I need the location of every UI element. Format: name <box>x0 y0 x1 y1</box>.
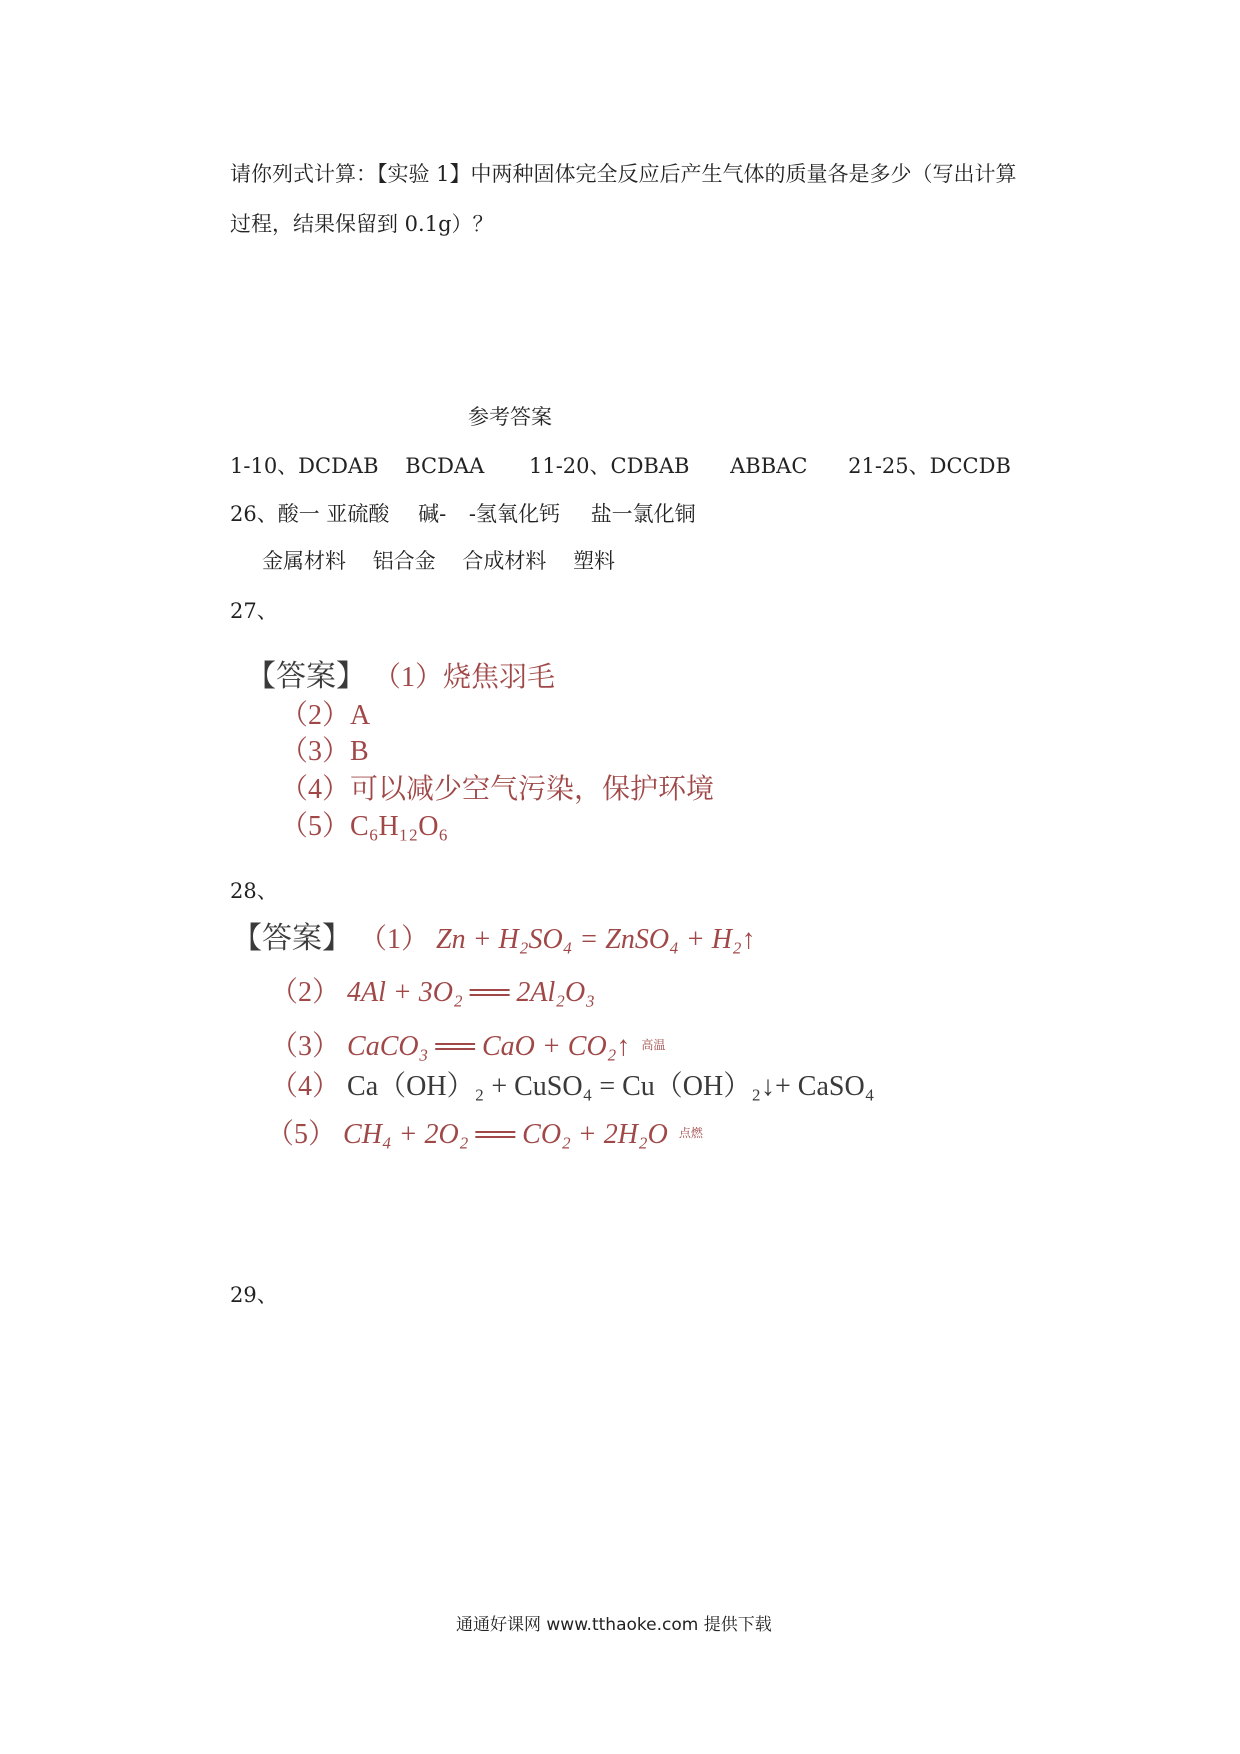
q26-base: -氢氧化钙 <box>468 502 560 526</box>
q28-item-2: 4Al + 3O₂ ══ 2Al₂O₃ <box>347 977 595 1008</box>
mc-part1: 1-10、DCDAB <box>230 454 379 478</box>
q27-item-2-num: （2） <box>280 700 351 731</box>
q28-item-5-condition-label: 点燃 <box>678 1126 703 1140</box>
q27-item-5-row <box>280 810 448 844</box>
answers-title: 参考答案 <box>468 405 552 429</box>
q26-line-1 <box>230 500 696 528</box>
q27-item-2: A <box>350 700 371 731</box>
q28-item-5: CH₄ + 2O₂ ══ CO₂ + 2H₂O <box>343 1119 668 1150</box>
mc-answers <box>230 452 1011 480</box>
q26-acid: 26、酸一 亚硫酸 <box>230 502 390 526</box>
q28-item-2-row <box>270 976 595 1010</box>
q27-item-5-num: （5） <box>280 811 351 842</box>
q28-answer-tag: 【答案】 <box>232 922 352 955</box>
q27-item-5: C₆H₁₂O₆ <box>350 811 449 842</box>
q28-item-1: Zn + H₂SO₄ = ZnSO₄ + H₂↑ <box>436 924 756 955</box>
q27-item-4-num: （4） <box>280 774 351 805</box>
q27-answer-tag: 【答案】 <box>246 660 366 693</box>
q27-item-4-row <box>280 773 714 807</box>
q28-item-4-num: （4） <box>270 1071 341 1102</box>
q26-salt: 盐一氯化铜 <box>590 502 696 526</box>
q28-item-5-row <box>266 1118 707 1152</box>
q26-metal-material: 金属材料 <box>262 549 346 573</box>
q26-base-label: 碱- <box>418 502 447 526</box>
q27-answer-image <box>246 660 555 695</box>
q27-item-3: B <box>350 736 369 767</box>
question-line-1: 请你列式计算：【实验 1】中两种固体完全反应后产生气体的质量各是多少（写出计算 <box>230 162 1017 186</box>
mc-part2: 11-20、CDBAB <box>528 454 690 478</box>
q28-item-2-num: （2） <box>270 977 341 1008</box>
q28-number: 28、 <box>230 879 278 903</box>
q27-item-1: 烧焦羽毛 <box>443 662 556 693</box>
q29-number: 29、 <box>230 1283 278 1307</box>
q27-item-1-num: （1） <box>373 662 444 693</box>
q28-item-3-condition-label: 高温 <box>641 1038 666 1052</box>
q28-item-5-num: （5） <box>266 1119 337 1150</box>
q27-item-3-num: （3） <box>280 736 351 767</box>
q28-item-3: CaCO₃ ══ CaO + CO₂↑ <box>347 1031 631 1062</box>
q28-item-3-num: （3） <box>270 1031 341 1062</box>
q28-item-4-row <box>270 1070 874 1104</box>
mc-part3: 21-25、DCCDB <box>848 454 1011 478</box>
q27-item-2-row <box>280 699 370 733</box>
q26-line-2 <box>262 547 615 575</box>
q26-plastic: 塑料 <box>573 549 616 573</box>
q28-item-4: Ca（OH）₂ + CuSO₄ = Cu（OH）₂↓+ CaSO₄ <box>347 1071 875 1102</box>
q28-item-1-num: （1） <box>359 924 430 955</box>
q27-item-4: 可以减少空气污染，保护环境 <box>350 774 715 805</box>
q26-synthetic-material: 合成材料 <box>462 549 547 573</box>
q28-answer-image <box>232 922 756 957</box>
footer-text: 通通好课网 www.tthaoke.com 提供下载 <box>456 1615 772 1635</box>
q26-aluminum-alloy: 铝合金 <box>372 549 436 573</box>
q27-item-3-row <box>280 735 369 769</box>
mc-part1b: BCDAA <box>405 454 485 478</box>
question-line-2: 过程，结果保留到 0.1g）？ <box>230 212 494 236</box>
q27-number: 27、 <box>230 599 278 623</box>
mc-part2b: ABBAC <box>730 454 808 478</box>
q28-item-3-row <box>270 1030 669 1064</box>
